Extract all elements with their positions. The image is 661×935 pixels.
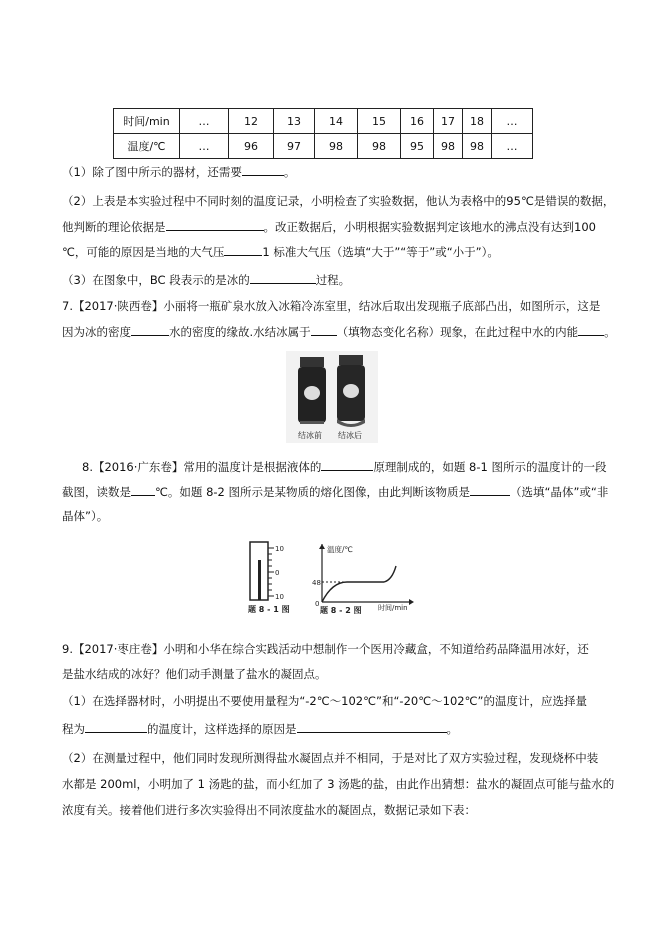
table-cell: 温度/℃ <box>114 134 180 159</box>
answer-blank[interactable] <box>131 323 169 336</box>
table-cell: 18 <box>463 109 492 134</box>
text-line: 水都是 200ml，小明加了 1 汤匙的盐，而小红加了 3 汤匙的盐，由此作出猜想：盐水的凝固点可能与盐水的 <box>62 777 615 791</box>
answer-blank[interactable] <box>242 163 284 176</box>
thermometer-figure <box>244 540 314 614</box>
bottle-before-label: 结冰前 <box>298 431 322 440</box>
svg-text:10: 10 <box>275 593 284 601</box>
table-cell: 98 <box>315 134 358 159</box>
table-cell: 96 <box>229 134 274 159</box>
graph-y-label: 温度/℃ <box>327 545 353 554</box>
graph-caption: 题 8 - 2 图 <box>320 606 362 614</box>
graph-x-label: 时间/min <box>378 604 408 612</box>
text-line: 7.【2017·陕西卷】小丽将一瓶矿泉水放入冰箱冷冻室里，结冰后取出发现瓶子底部凸出，如图所示，这是 <box>62 299 601 313</box>
svg-text:0: 0 <box>315 600 320 608</box>
answer-blank[interactable] <box>311 323 337 336</box>
table-cell: … <box>180 109 229 134</box>
table-cell: … <box>492 109 533 134</box>
table-cell: 16 <box>401 109 434 134</box>
svg-text:0: 0 <box>275 569 280 577</box>
svg-text:10: 10 <box>275 545 284 553</box>
table-cell: … <box>492 134 533 159</box>
table-row <box>114 109 533 134</box>
text-line: 因为冰的密度 水的密度的缘故.水结冰属于 （填物态变化名称）现象，在此过程中水的内能 。 <box>62 325 616 339</box>
text-line: （1）在选择器材时，小明提出不要使用量程为“-2℃～102℃”和“-20℃～102℃”的温度计，应选择量 <box>62 694 587 708</box>
text-line: （1）除了图中所示的器材，还需要 。 <box>62 165 296 179</box>
text-line: 9.【2017·枣庄卷】小明和小华在综合实践活动中想制作一个医用冷藏盒，不知道给药品降温用冰好，还 <box>62 642 589 656</box>
answer-blank[interactable] <box>131 483 155 496</box>
melting-graph <box>312 540 418 614</box>
answer-blank[interactable] <box>166 218 264 231</box>
bottle-before-icon <box>298 357 326 424</box>
table-cell: 13 <box>274 109 315 134</box>
text-line: （3）在图象中，BC 段表示的是冰的 过程。 <box>62 273 351 287</box>
table-cell: 12 <box>229 109 274 134</box>
temperature-table <box>113 108 533 159</box>
bottle-after-label: 结冰后 <box>338 431 362 440</box>
svg-text:48: 48 <box>312 579 321 587</box>
table-cell: 95 <box>401 134 434 159</box>
text-line: 截图，读数是 ℃。如题 8-2 图所示是某物质的熔化图像，由此判断该物质是 （选填“晶体”或“非 <box>62 485 609 499</box>
text-line: 8.【2016·广东卷】常用的温度计是根据液体的 原理制成的，如题 8-1 图所示的温度计的一段 <box>82 460 607 474</box>
text-line: 是盐水结成的冰好？他们动手测量了盐水的凝固点。 <box>62 667 327 681</box>
text-line: （2）上表是本实验过程中不同时刻的温度记录，小明检查了实验数据，他认为表格中的95℃是错误的数据， <box>62 194 615 208</box>
answer-blank[interactable] <box>85 720 147 733</box>
text-line: ℃，可能的原因是当地的大气压 1 标准大气压（选填“大于”“等于”或“小于”）。 <box>62 245 499 259</box>
bottles-figure <box>286 351 378 443</box>
table-row <box>114 134 533 159</box>
table-cell: … <box>180 134 229 159</box>
bottle-after-icon <box>337 355 365 427</box>
answer-blank[interactable] <box>224 243 262 256</box>
answer-blank[interactable] <box>297 720 447 733</box>
table-cell: 时间/min <box>114 109 180 134</box>
text-line: 程为 的温度计，这样选择的原因是 。 <box>62 722 458 736</box>
answer-blank[interactable] <box>470 483 510 496</box>
text-line: 晶体”）。 <box>62 509 109 523</box>
table-cell: 14 <box>315 109 358 134</box>
answer-blank[interactable] <box>250 271 316 284</box>
answer-blank[interactable] <box>578 323 604 336</box>
table-cell: 97 <box>274 134 315 159</box>
table-cell: 17 <box>434 109 463 134</box>
thermometer-caption: 题 8 - 1 图 <box>248 605 290 614</box>
melting-curve <box>322 566 396 602</box>
answer-blank[interactable] <box>321 458 373 471</box>
text-line: 他判断的理论依据是 。改正数据后，小明根据实验数据判定该地水的沸点没有达到100 <box>62 220 596 234</box>
table-cell: 98 <box>358 134 401 159</box>
table-cell: 98 <box>434 134 463 159</box>
table-cell: 15 <box>358 109 401 134</box>
table-cell: 98 <box>463 134 492 159</box>
text-line: 浓度有关。接着他们进行多次实验得出不同浓度盐水的凝固点，数据记录如下表： <box>62 803 476 817</box>
text-line: （2）在测量过程中，他们同时发现所测得盐水凝固点并不相同，于是对比了双方实验过程，发现烧杯中装 <box>62 751 599 765</box>
